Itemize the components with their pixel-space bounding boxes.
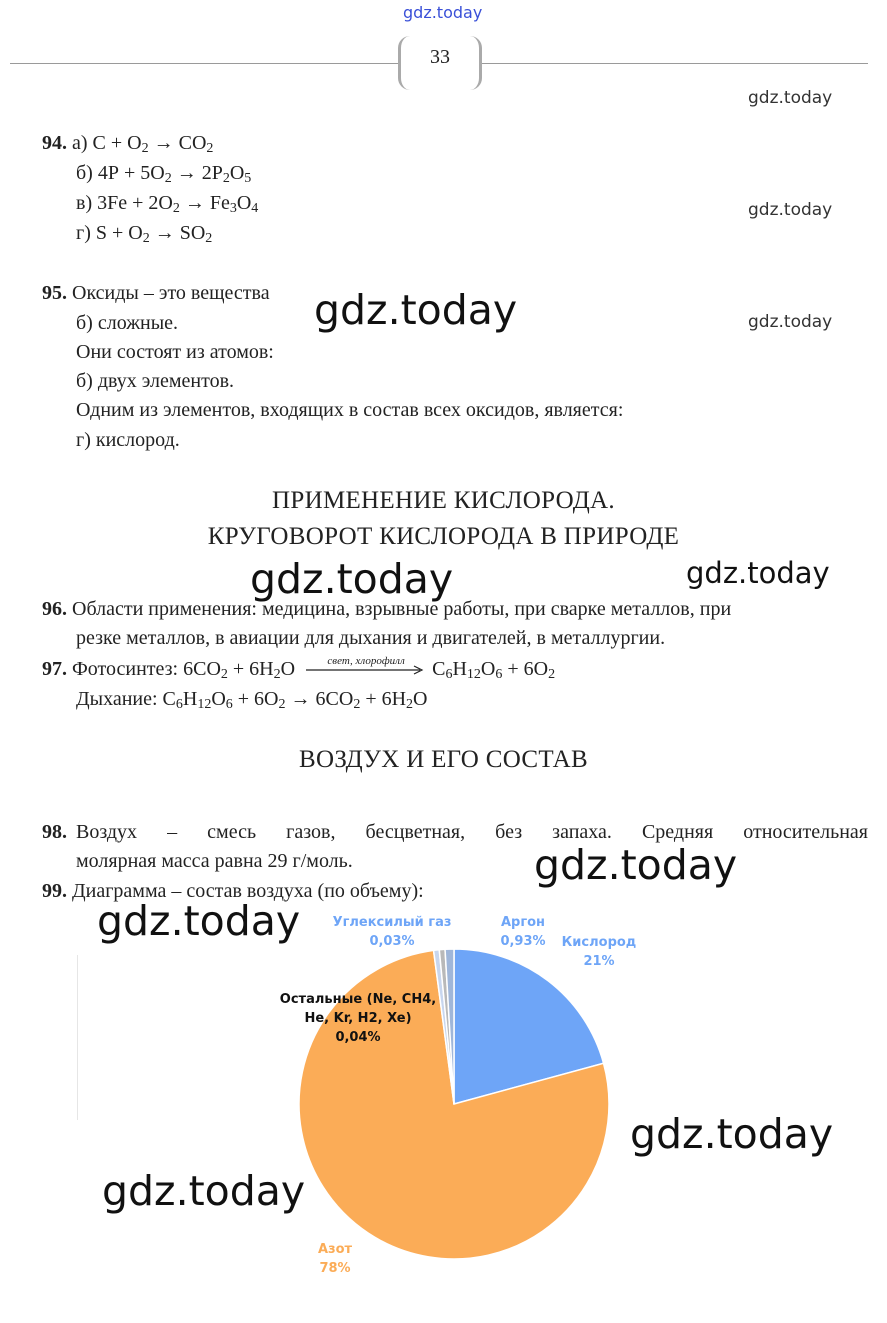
text: → SO	[149, 222, 206, 244]
label-other-value: 0,04%	[335, 1030, 381, 1045]
ex95-number: 95.	[42, 282, 67, 304]
watermark-big: gdz.today	[630, 1110, 834, 1158]
sub: 6	[175, 697, 183, 712]
label-argon	[488, 913, 558, 951]
sub: 6	[495, 667, 503, 682]
sub: 3	[229, 201, 237, 216]
sub: 2	[548, 667, 556, 682]
label-oxygen	[554, 933, 644, 971]
page-number: 33	[430, 46, 450, 68]
ex95-text: Оксиды – это вещества	[72, 282, 270, 304]
ex95-line-3: Они состоят из атомов:	[76, 341, 274, 363]
ex94-b-text: б) 4Р + 5О	[76, 162, 165, 184]
sub: 2	[206, 141, 214, 156]
watermark-big: gdz.today	[250, 555, 454, 603]
ex95-line-4: б) двух элементов.	[76, 370, 235, 392]
sub: 2	[141, 141, 149, 156]
label-other-name-2: He, Kr, H2, Xe)	[304, 1011, 412, 1026]
sub: 12	[466, 667, 481, 682]
watermark-medium: gdz.today	[686, 556, 830, 590]
ex98-line-2: молярная масса равна 29 г/моль.	[76, 850, 353, 872]
text: O	[236, 192, 252, 214]
top-watermark: gdz.today	[403, 3, 483, 22]
section-heading-oxygen-1: ПРИМЕНЕНИЕ КИСЛОРОДА.	[272, 487, 615, 514]
watermark-small: gdz.today	[748, 88, 833, 108]
ex96-text: Области применения: медицина, взрывные работы, при сварке металлов, при	[72, 598, 732, 620]
label-oxygen-value: 21%	[583, 954, 615, 969]
ex99-number: 99.	[42, 880, 67, 902]
text: → СО	[148, 132, 207, 154]
label-other	[270, 990, 446, 1047]
sub: 2	[406, 697, 414, 712]
text: О	[229, 162, 245, 184]
label-co2-value: 0,03%	[369, 934, 415, 949]
section-heading-oxygen-2: КРУГОВОРОТ КИСЛОРОДА В ПРИРОДЕ	[207, 523, 680, 550]
sub: 6	[225, 697, 233, 712]
sub: 2	[222, 171, 230, 186]
label-argon-name: Аргон	[500, 915, 546, 930]
sub: 2	[278, 697, 286, 712]
sub: 2	[205, 231, 213, 246]
sub: 4	[251, 201, 259, 216]
sub: 2	[164, 171, 172, 186]
text: → 2Р	[171, 162, 223, 184]
sub: 2	[220, 667, 228, 682]
ex94-number: 94.	[42, 132, 67, 154]
sub: 12	[197, 697, 212, 712]
photo-label: Фотосинтез: 6СО	[72, 658, 221, 680]
ex94-d-text: г) S + O	[76, 222, 143, 244]
ex94-a-text: а) С + О	[72, 132, 142, 154]
sub: 2	[142, 231, 150, 246]
label-other-name-1: Остальные (Ne, CH4,	[279, 992, 437, 1007]
ex98-number: 98.	[42, 821, 67, 843]
watermark-big: gdz.today	[97, 897, 301, 945]
ex96-number: 96.	[42, 598, 67, 620]
label-oxygen-name: Кислород	[561, 935, 637, 950]
text: → Fe	[179, 192, 230, 214]
sub: 2	[172, 201, 180, 216]
section-heading-air: ВОЗДУХ И ЕГО СОСТАВ	[299, 746, 588, 773]
ex97-photosynthesis: 97. Фотосинтез: $6СО_2 + 6H_2O$ свет, хлорофилл $С_6Н_{12}О_6 + 6О_2$	[42, 657, 555, 681]
ex95-line-2: б) сложные.	[76, 312, 179, 334]
label-co2-name: Углексилый газ	[332, 915, 452, 930]
label-nitrogen-value: 78%	[319, 1261, 351, 1276]
watermark-big: gdz.today	[314, 286, 518, 334]
watermark-big: gdz.today	[102, 1167, 306, 1215]
label-argon-value: 0,93%	[500, 934, 546, 949]
sub: 2	[273, 667, 281, 682]
arrow-condition: свет, хлорофилл	[327, 655, 405, 667]
sub: 6	[445, 667, 453, 682]
ex96-line-2: резке металлов, в авиации для дыхания и двигателей, в металлургии.	[76, 627, 666, 649]
sub: 5	[244, 171, 252, 186]
ex95-line-5: Одним из элементов, входящих в состав всех оксидов, является:	[76, 399, 624, 421]
ex95-line-6: г) кислород.	[76, 429, 180, 451]
label-co2	[322, 913, 462, 951]
label-nitrogen-name: Азот	[317, 1242, 353, 1257]
label-nitrogen	[300, 1240, 370, 1278]
ex98-line-1: Воздух – смесь газов, бесцветная, без запаха. Средняя относительная	[76, 821, 868, 843]
watermark-small: gdz.today	[748, 312, 833, 332]
ex94-c-text: в) 3Fe + 2O	[76, 192, 173, 214]
sub: 2	[353, 697, 361, 712]
watermark-big: gdz.today	[534, 841, 738, 889]
watermark-small: gdz.today	[748, 200, 833, 220]
ex97-respiration: Дыхание: $С_6Н_{12}О_6 + 6О_2 \to 6СО_2 + 6Н_2О$	[76, 688, 428, 712]
ex97-number: 97.	[42, 658, 67, 680]
breath-label: Дыхание: С	[76, 688, 176, 710]
ex99-text: Диаграмма – состав воздуха (по объему):	[72, 880, 424, 902]
